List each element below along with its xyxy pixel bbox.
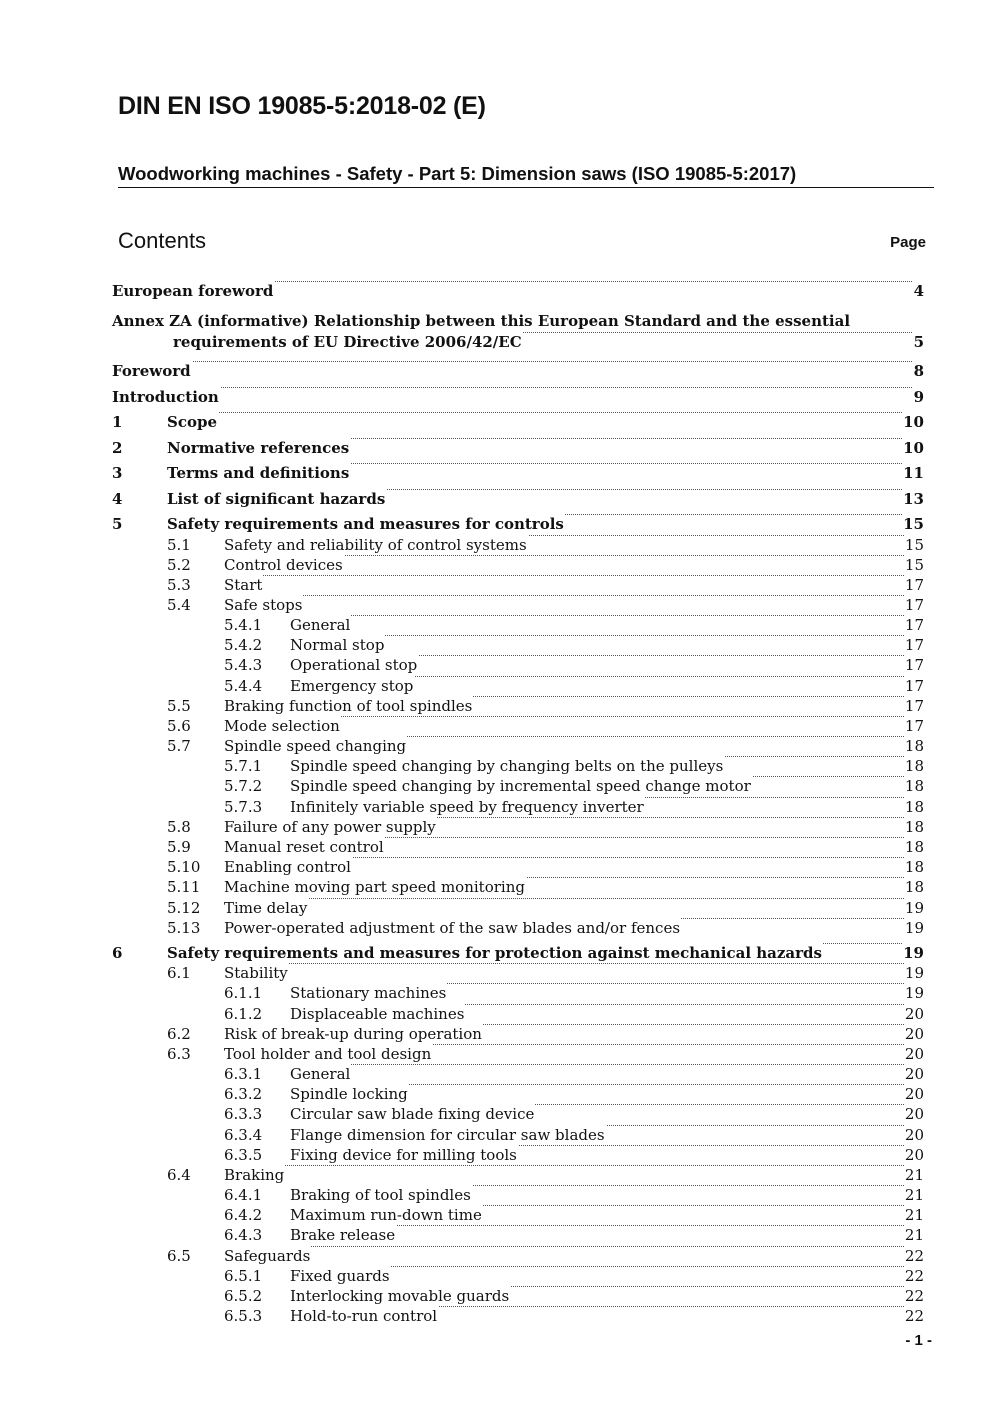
toc-entry[interactable] — [0, 898, 924, 918]
toc-entry-number: 5.9 — [167, 838, 191, 856]
toc-entry-title: Emergency stop — [290, 677, 414, 695]
toc-entry-page: 19 — [904, 984, 924, 1002]
toc-entry-page: 20 — [904, 1065, 924, 1083]
toc-entry-number: 5.4 — [167, 596, 191, 614]
toc-entry-title: Safety requirements and measures for controls — [167, 515, 564, 533]
toc-entry-title: List of significant hazards — [167, 490, 386, 508]
toc-entry[interactable] — [0, 1306, 924, 1326]
toc-entry-page: 9 — [913, 388, 924, 406]
toc-entry[interactable] — [0, 463, 924, 483]
toc-entry[interactable] — [0, 361, 924, 381]
toc-entry-title: Braking — [224, 1166, 285, 1184]
toc-entry-number: 6.5.3 — [224, 1307, 263, 1325]
toc-entry[interactable] — [0, 1266, 924, 1286]
toc-entry-title: Spindle speed changing — [224, 737, 407, 755]
document-title: DIN EN ISO 19085-5:2018-02 (E) — [118, 92, 486, 120]
toc-annex-line2[interactable] — [0, 332, 924, 352]
toc-entry-title: requirements of EU Directive 2006/42/EC — [173, 333, 522, 351]
toc-entry-page: 22 — [904, 1267, 924, 1285]
toc-entry-page: 20 — [904, 1146, 924, 1164]
toc-entry[interactable] — [0, 983, 924, 1003]
toc-entry-title: Terms and definitions — [167, 464, 350, 482]
toc-entry[interactable] — [0, 918, 924, 938]
toc-entry-page: 15 — [903, 515, 924, 533]
toc-entry[interactable] — [0, 555, 924, 575]
toc-entry-title: Displaceable machines — [290, 1005, 465, 1023]
toc-entry-number: 5.7.2 — [224, 777, 263, 795]
toc-entry-title: Mode selection — [224, 717, 340, 735]
toc-entry-page: 20 — [904, 1085, 924, 1103]
toc-entry-number: 6.2 — [167, 1025, 191, 1043]
toc-entry[interactable] — [0, 1225, 924, 1245]
toc-entry-page: 19 — [904, 919, 924, 937]
toc-dot-leader — [290, 1064, 922, 1065]
toc-entry-number: 5.10 — [167, 858, 201, 876]
toc-entry-title: Power-operated adjustment of the saw blades and/or fences — [224, 919, 681, 937]
toc-entry-page: 17 — [904, 596, 924, 614]
toc-entry-number: 6.3.4 — [224, 1126, 263, 1144]
toc-entry-number: 6.5 — [167, 1247, 191, 1265]
toc-entry-number: 5.12 — [167, 899, 201, 917]
toc-entry-title: Spindle locking — [290, 1085, 408, 1103]
toc-entry-page: 20 — [904, 1005, 924, 1023]
toc-entry-number: 6.3.5 — [224, 1146, 263, 1164]
toc-entry-number: 5.5 — [167, 697, 191, 715]
toc-entry[interactable] — [0, 615, 924, 635]
toc-entry-number: 5.4.2 — [224, 636, 263, 654]
toc-entry-title: Safety requirements and measures for protection against mechanical hazards — [167, 944, 822, 962]
toc-entry[interactable] — [0, 696, 924, 716]
toc-entry-number: 5.3 — [167, 576, 191, 594]
toc-dot-leader — [224, 963, 922, 964]
toc-entry-title: Introduction — [112, 388, 219, 406]
toc-entry-page: 22 — [904, 1287, 924, 1305]
toc-entry-title: Brake release — [290, 1226, 396, 1244]
toc-dot-leader — [290, 615, 922, 616]
toc-entry-number: 5.4.4 — [224, 677, 263, 695]
toc-entry-page: 18 — [904, 818, 924, 836]
toc-entry-title: Fixed guards — [290, 1267, 390, 1285]
toc-dot-leader — [224, 575, 922, 576]
toc-entry-page: 17 — [904, 616, 924, 634]
toc-entry-title: Spindle speed changing by incremental speed change motor — [290, 777, 751, 795]
toc-entry-number: 5.11 — [167, 878, 201, 896]
toc-entry[interactable] — [0, 877, 924, 897]
toc-entry[interactable] — [0, 1104, 924, 1124]
toc-entry[interactable] — [0, 1064, 924, 1084]
toc-entry-page: 15 — [904, 556, 924, 574]
toc-entry[interactable] — [0, 1084, 924, 1104]
toc-entry-title: Enabling control — [224, 858, 351, 876]
toc-entry[interactable] — [0, 943, 924, 963]
toc-entry[interactable] — [0, 837, 924, 857]
toc-entry-title: Scope — [167, 413, 218, 431]
toc-entry-title: Normative references — [167, 439, 350, 457]
toc-dot-leader — [224, 898, 922, 899]
toc-entry-page: 21 — [904, 1206, 924, 1224]
toc-entry-page: 18 — [904, 878, 924, 896]
toc-entry-number: 5.2 — [167, 556, 191, 574]
toc-entry-title: Hold-to-run control — [290, 1307, 438, 1325]
toc-entry-title: Operational stop — [290, 656, 418, 674]
toc-entry-title: Spindle speed changing by changing belts on the pulleys — [290, 757, 724, 775]
toc-entry-number: 5.4.3 — [224, 656, 263, 674]
toc-entry[interactable] — [0, 281, 924, 301]
toc-entry-page: 20 — [904, 1105, 924, 1123]
toc-entry-page: 15 — [904, 536, 924, 554]
toc-entry[interactable] — [0, 412, 924, 432]
toc-entry[interactable] — [0, 1044, 924, 1064]
toc-dot-leader — [112, 361, 922, 362]
toc-entry-page: 17 — [904, 697, 924, 715]
toc-dot-leader — [224, 1246, 922, 1247]
toc-entry-title: Tool holder and tool design — [224, 1045, 432, 1063]
toc-entry[interactable] — [0, 535, 924, 555]
toc-entry-title: Normal stop — [290, 636, 385, 654]
toc-entry-number: 5.6 — [167, 717, 191, 735]
toc-entry-title: General — [290, 616, 351, 634]
toc-entry-page: 18 — [904, 737, 924, 755]
toc-entry-page: 20 — [904, 1045, 924, 1063]
toc-entry-page: 10 — [903, 413, 924, 431]
toc-entry-page: 18 — [904, 757, 924, 775]
toc-entry-title: Maximum run-down time — [290, 1206, 482, 1224]
toc-entry-page: 5 — [913, 333, 924, 351]
toc-entry-title: Control devices — [224, 556, 343, 574]
toc-entry[interactable] — [0, 635, 924, 655]
toc-entry-number: 6.4.3 — [224, 1226, 263, 1244]
toc-entry-page: 20 — [904, 1126, 924, 1144]
toc-entry[interactable] — [0, 1024, 924, 1044]
toc-entry-page: 17 — [904, 636, 924, 654]
toc-entry[interactable] — [0, 387, 924, 407]
toc-entry[interactable] — [0, 655, 924, 675]
toc-entry-title: Stability — [224, 964, 288, 982]
toc-entry-title: Risk of break-up during operation — [224, 1025, 482, 1043]
toc-entry-title: Safety and reliability of control systems — [224, 536, 527, 554]
toc-entry-number: 6.3.1 — [224, 1065, 263, 1083]
toc-entry-title: European foreword — [112, 282, 274, 300]
toc-entry-page: 21 — [904, 1186, 924, 1204]
toc-entry-page: 18 — [904, 838, 924, 856]
toc-entry[interactable] — [0, 676, 924, 696]
toc-entry-page: 18 — [904, 777, 924, 795]
toc-entry[interactable] — [0, 489, 924, 509]
toc-entry-page: 22 — [904, 1247, 924, 1265]
toc-entry-title: Foreword — [112, 362, 191, 380]
toc-entry-title: Infinitely variable speed by frequency inverter — [290, 798, 644, 816]
toc-entry-page: 18 — [904, 858, 924, 876]
toc-entry-page: 13 — [903, 490, 924, 508]
toc-entry[interactable] — [0, 776, 924, 796]
toc-entry-title: Time delay — [224, 899, 308, 917]
toc-entry-page: 21 — [904, 1166, 924, 1184]
toc-entry-number: 6.1 — [167, 964, 191, 982]
page-footer: - 1 - — [905, 1332, 932, 1349]
toc-entry-page: 19 — [903, 944, 924, 962]
toc-entry-number: 6.5.2 — [224, 1287, 263, 1305]
toc-entry-number: 5.1 — [167, 536, 191, 554]
toc-entry-title: Machine moving part speed monitoring — [224, 878, 525, 896]
toc-entry[interactable] — [0, 963, 924, 983]
toc-entry[interactable] — [0, 1145, 924, 1165]
toc-annex-line1[interactable]: Annex ZA (informative) Relationship between this European Standard and the essential — [112, 312, 851, 330]
toc-entry[interactable] — [0, 716, 924, 736]
toc-entry-page: 17 — [904, 576, 924, 594]
toc-entry[interactable] — [0, 817, 924, 837]
toc-entry-number: 3 — [112, 464, 123, 482]
toc-entry-number: 1 — [112, 413, 123, 431]
toc-entry-page: 4 — [913, 282, 924, 300]
toc-entry-title: Start — [224, 576, 263, 594]
toc-entry[interactable] — [0, 1125, 924, 1145]
toc-entry-page: 17 — [904, 717, 924, 735]
toc-entry-title: Safe stops — [224, 596, 303, 614]
toc-entry[interactable] — [0, 736, 924, 756]
toc-entry-title: Braking function of tool spindles — [224, 697, 473, 715]
page-column-label: Page — [890, 234, 926, 251]
toc-entry-page: 20 — [904, 1025, 924, 1043]
toc-entry[interactable] — [0, 1286, 924, 1306]
document-subtitle: Woodworking machines - Safety - Part 5: Dimension saws (ISO 19085-5:2017) — [118, 163, 934, 188]
toc-entry-page: 19 — [904, 899, 924, 917]
toc-entry-number: 6.4.2 — [224, 1206, 263, 1224]
toc-entry-number: 5.7.1 — [224, 757, 263, 775]
toc-entry-title: Interlocking movable guards — [290, 1287, 510, 1305]
toc-entry[interactable] — [0, 857, 924, 877]
toc-entry[interactable] — [0, 595, 924, 615]
toc-entry-title: Safeguards — [224, 1247, 311, 1265]
toc-entry-title: Fixing device for milling tools — [290, 1146, 517, 1164]
toc-entry-number: 6.4.1 — [224, 1186, 263, 1204]
toc-dot-leader — [112, 387, 922, 388]
toc-dot-leader — [167, 412, 922, 413]
toc-entry-number: 5.7 — [167, 737, 191, 755]
toc-entry-number: 5.13 — [167, 919, 201, 937]
toc-entry-page: 17 — [904, 677, 924, 695]
toc-entry-number: 5.7.3 — [224, 798, 263, 816]
toc-entry-number: 2 — [112, 439, 123, 457]
toc-entry[interactable] — [0, 438, 924, 458]
toc-dot-leader — [224, 595, 922, 596]
toc-entry[interactable] — [0, 514, 924, 534]
toc-entry-number: 6.4 — [167, 1166, 191, 1184]
toc-entry[interactable] — [0, 1185, 924, 1205]
toc-entry-title: Braking of tool spindles — [290, 1186, 471, 1204]
toc-entry-number: 4 — [112, 490, 123, 508]
toc-entry-title: Circular saw blade fixing device — [290, 1105, 535, 1123]
toc-entry-page: 10 — [903, 439, 924, 457]
toc-entry-page: 18 — [904, 798, 924, 816]
toc-entry-page: 19 — [904, 964, 924, 982]
toc-entry-title: General — [290, 1065, 351, 1083]
toc-entry-page: 8 — [913, 362, 924, 380]
toc-entry-number: 5.8 — [167, 818, 191, 836]
toc-entry-number: 5 — [112, 515, 123, 533]
toc-entry-title: Flange dimension for circular saw blades — [290, 1126, 605, 1144]
toc-entry-number: 6.1.2 — [224, 1005, 263, 1023]
toc-entry-number: 5.4.1 — [224, 616, 263, 634]
contents-heading: Contents — [118, 228, 207, 253]
toc-entry[interactable] — [0, 575, 924, 595]
toc-entry[interactable] — [0, 1246, 924, 1266]
toc-entry-page: 17 — [904, 656, 924, 674]
toc-entry-title: Manual reset control — [224, 838, 384, 856]
toc-entry[interactable] — [0, 1165, 924, 1185]
toc-entry-number: 6.3.3 — [224, 1105, 263, 1123]
toc-entry-number: 6.3.2 — [224, 1085, 263, 1103]
toc-entry-title: Failure of any power supply — [224, 818, 436, 836]
toc-entry-page: 21 — [904, 1226, 924, 1244]
toc-entry-number: 6.3 — [167, 1045, 191, 1063]
toc-entry[interactable] — [0, 797, 924, 817]
toc-entry[interactable] — [0, 756, 924, 776]
toc-entry[interactable] — [0, 1004, 924, 1024]
toc-entry-title: Stationary machines — [290, 984, 447, 1002]
toc-entry-number: 6 — [112, 944, 123, 962]
toc-dot-leader — [224, 1165, 922, 1166]
toc-entry-page: 11 — [903, 464, 924, 482]
toc-entry-page: 22 — [904, 1307, 924, 1325]
toc-entry-number: 6.5.1 — [224, 1267, 263, 1285]
toc-entry[interactable] — [0, 1205, 924, 1225]
toc-entry-number: 6.1.1 — [224, 984, 263, 1002]
